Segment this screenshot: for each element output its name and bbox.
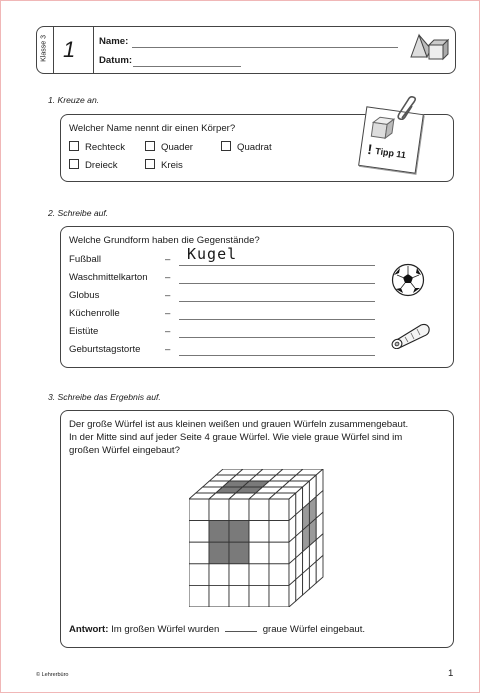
task3-text-line-1: Der große Würfel ist aus kleinen weißen und grauen Würfeln zusammengebaut. xyxy=(69,419,409,430)
front-face-cell xyxy=(269,585,289,607)
front-face-cell xyxy=(209,542,229,564)
front-face-cell xyxy=(209,521,229,543)
dash: – xyxy=(165,254,171,265)
front-face-cell xyxy=(249,542,269,564)
answer-sentence: Antwort: Im großen Würfel wurden graue Würfel eingebaut. xyxy=(69,624,366,635)
front-face-cell xyxy=(189,542,209,564)
front-face-cell xyxy=(269,564,289,586)
dash: – xyxy=(165,326,171,337)
task1-question: Welcher Name nennt dir einen Körper? xyxy=(69,123,236,134)
date-label: Datum: xyxy=(99,55,133,66)
header-divider-1 xyxy=(53,27,54,73)
checkbox[interactable] xyxy=(69,141,79,151)
paper-towel-roll-icon xyxy=(387,319,433,349)
front-face-cell xyxy=(229,499,249,521)
task3-text-line-2: In der Mitte sind auf jeder Seite 4 graue Würfel. Wie viele graue Würfel sind im xyxy=(69,432,403,443)
front-face-cell xyxy=(269,542,289,564)
name-input-line[interactable] xyxy=(132,47,398,48)
name-label: Name: xyxy=(99,36,129,47)
front-face-cell xyxy=(189,521,209,543)
footer-copyright: © Lehrerbüro xyxy=(36,672,69,678)
object-label-geburtstagstorte: Geburtstagstorte xyxy=(69,344,141,355)
dash: – xyxy=(165,308,171,319)
object-label-fussball: Fußball xyxy=(69,254,101,265)
option-kreis[interactable]: Kreis xyxy=(145,159,183,171)
option-quadrat[interactable]: Quadrat xyxy=(221,141,272,153)
checkbox[interactable] xyxy=(69,159,79,169)
date-input-line[interactable] xyxy=(133,66,241,67)
football-icon xyxy=(391,263,425,297)
front-face-cell xyxy=(209,499,229,521)
dash: – xyxy=(165,344,171,355)
front-face-cell xyxy=(229,542,249,564)
page-number: 1 xyxy=(448,668,454,679)
dash: – xyxy=(165,290,171,301)
front-face-cell xyxy=(249,585,269,607)
task3-instruction: 3. Schreibe das Ergebnis auf. xyxy=(48,392,161,402)
task2-instruction: 2. Schreibe auf. xyxy=(48,208,109,218)
front-face-cell xyxy=(209,585,229,607)
answer-line[interactable] xyxy=(179,301,375,302)
object-label-globus: Globus xyxy=(69,290,100,301)
paperclip-icon xyxy=(396,96,420,122)
answer-line[interactable] xyxy=(179,283,375,284)
front-face-cell xyxy=(249,564,269,586)
task2-question: Welche Grundform haben die Gegenstände? xyxy=(69,235,260,246)
front-face-cell xyxy=(269,521,289,543)
cube-illustration xyxy=(189,469,325,607)
front-face-cell xyxy=(189,585,209,607)
answer-line[interactable] xyxy=(179,337,375,338)
exclamation-icon: ! xyxy=(366,140,374,158)
checkbox[interactable] xyxy=(145,159,155,169)
task3-box xyxy=(60,410,454,648)
dash: – xyxy=(165,272,171,283)
option-dreieck[interactable]: Dreieck xyxy=(69,159,118,171)
object-label-kuechenrolle: Küchenrolle xyxy=(69,308,120,319)
front-face-cell xyxy=(269,499,289,521)
cube-sketch-icon xyxy=(369,114,398,141)
checkbox[interactable] xyxy=(221,141,231,151)
task2-box xyxy=(60,226,454,368)
task3-text-line-3: großen Würfel eingebaut? xyxy=(69,445,180,456)
object-label-waschmittelkarton: Waschmittelkarton xyxy=(69,272,148,283)
task1-instruction: 1. Kreuze an. xyxy=(48,95,100,105)
handwritten-answer: Kugel xyxy=(187,245,238,263)
front-face-cell xyxy=(249,499,269,521)
front-face-cell xyxy=(209,564,229,586)
front-face-cell xyxy=(249,521,269,543)
grade-label: Klasse 3 xyxy=(40,34,48,62)
front-face-cell xyxy=(189,499,209,521)
answer-line[interactable] xyxy=(179,265,375,266)
front-face-cell xyxy=(229,585,249,607)
front-face-cell xyxy=(229,521,249,543)
front-face-cell xyxy=(189,564,209,586)
answer-line[interactable] xyxy=(179,355,375,356)
checkbox[interactable] xyxy=(145,141,155,151)
header-divider-2 xyxy=(93,27,94,73)
front-face-cell xyxy=(229,564,249,586)
option-quader[interactable]: Quader xyxy=(145,141,193,153)
geometric-shapes-icon xyxy=(407,31,449,69)
answer-line[interactable] xyxy=(179,319,375,320)
tip-label: Tipp 11 xyxy=(374,145,407,161)
answer-blank[interactable] xyxy=(225,631,257,632)
object-label-eistuete: Eistüte xyxy=(69,326,99,337)
worksheet-number: 1 xyxy=(63,37,76,62)
header-box xyxy=(36,26,456,74)
option-rechteck[interactable]: Rechteck xyxy=(69,141,125,153)
